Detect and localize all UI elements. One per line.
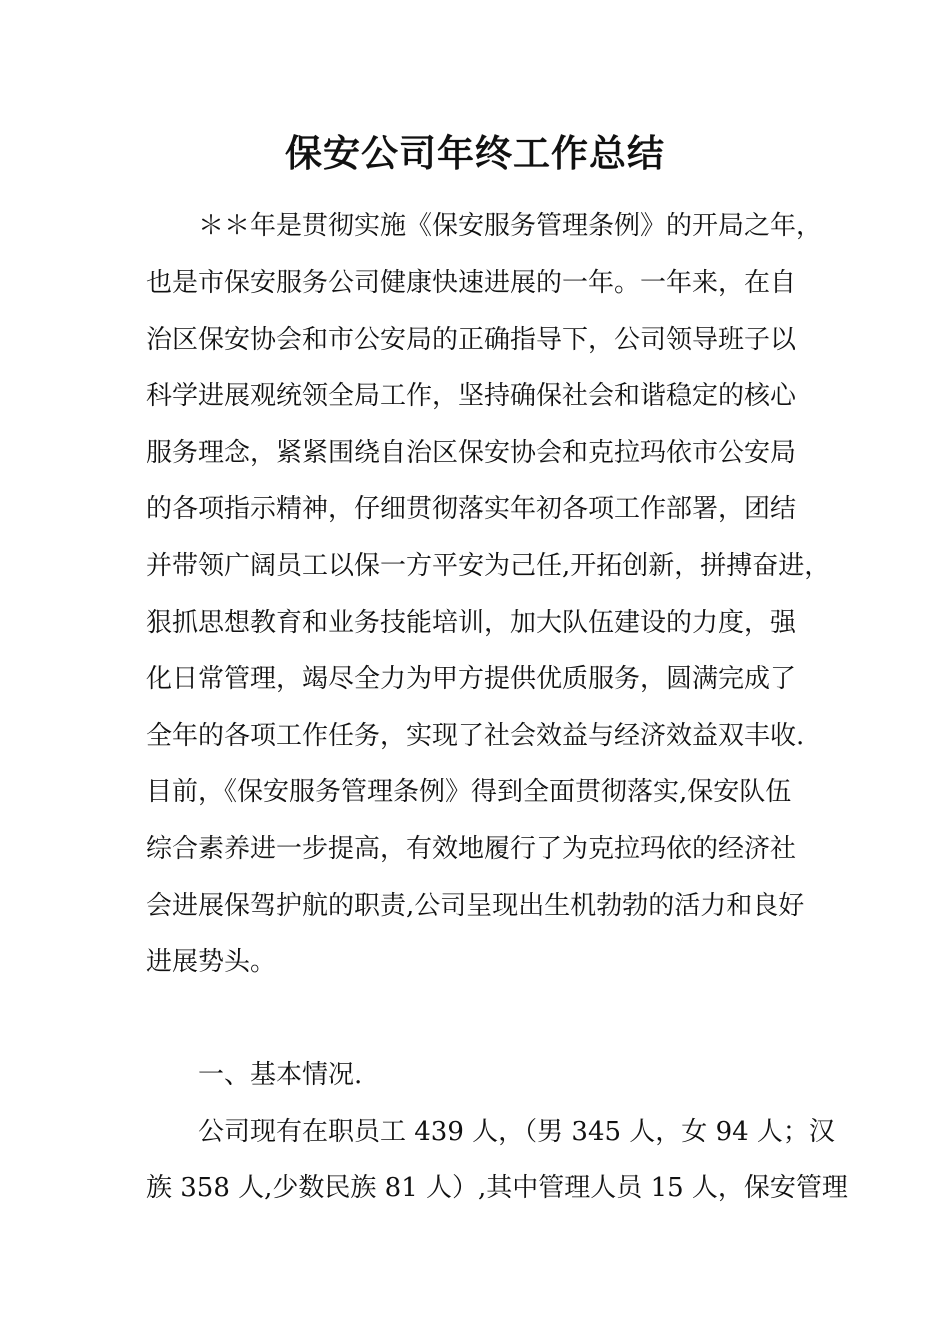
paragraph-line: 族 358 人,少数民族 81 人）,其中管理人员 15 人，保安管理 xyxy=(146,1173,848,1203)
section-heading: 一、基本情况. xyxy=(198,1060,363,1090)
paragraph-line: 目前，《保安服务管理条例》得到全面贯彻落实,保安队伍 xyxy=(146,777,792,807)
paragraph-line: 治区保安协会和市公安局的正确指导下，公司领导班子以 xyxy=(146,325,797,355)
paragraph-line: 会进展保驾护航的职责,公司呈现出生机勃勃的活力和良好 xyxy=(146,891,805,921)
paragraph-line: 化日常管理，竭尽全力为甲方提供优质服务，圆满完成了 xyxy=(146,664,797,694)
paragraph-line: ＊＊年是贯彻实施《保安服务管理条例》的开局之年， xyxy=(198,211,823,241)
paragraph-line: 也是市保安服务公司健康快速进展的一年。一年来，在自 xyxy=(146,268,797,298)
paragraph-line: 公司现有在职员工 439 人，（男 345 人，女 94 人；汉 xyxy=(198,1117,835,1147)
paragraph-line: 服务理念，紧紧围绕自治区保安协会和克拉玛依市公安局 xyxy=(146,438,797,468)
paragraph-line: 全年的各项工作任务，实现了社会效益与经济效益双丰收. xyxy=(146,721,805,751)
paragraph-line: 的各项指示精神，仔细贯彻落实年初各项工作部署，团结 xyxy=(146,494,797,524)
paragraph-line: 狠抓思想教育和业务技能培训，加大队伍建设的力度，强 xyxy=(146,608,797,638)
paragraph-line: 并带领广阔员工以保一方平安为己任,开拓创新，拼搏奋进， xyxy=(146,551,831,581)
document-title: 保安公司年终工作总结 xyxy=(285,131,665,175)
paragraph-line: 进展势头。 xyxy=(146,947,277,977)
paragraph-line: 科学进展观统领全局工作，坚持确保社会和谐稳定的核心 xyxy=(146,381,797,411)
paragraph-line: 综合素养进一步提高，有效地履行了为克拉玛依的经济社 xyxy=(146,834,797,864)
